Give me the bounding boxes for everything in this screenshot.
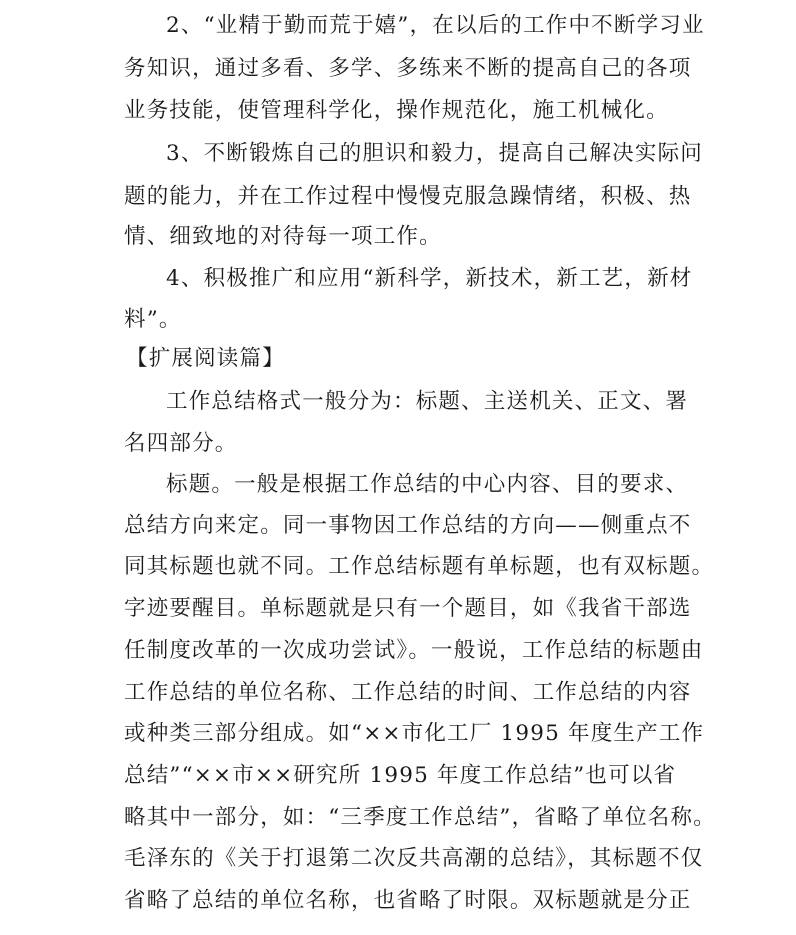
paragraph-4-line-2: 料”。 xyxy=(124,307,182,332)
format-paragraph-line-2: 名四部分。 xyxy=(124,431,238,456)
title-paragraph-line-6: 工作总结的单位名称、工作总结的时间、工作总结的内容 xyxy=(124,680,692,705)
paragraph-2-line-2: 务知识，通过多看、多学、多练来不断的提高自己的各项 xyxy=(124,56,692,81)
title-paragraph-line-11: 省略了总结的单位名称，也省略了时限。双标题就是分正 xyxy=(124,888,692,913)
paragraph-2-line-1: 2、“业精于勤而荒于嬉”，在以后的工作中不断学习业 xyxy=(166,13,705,38)
format-paragraph-line-1: 工作总结格式一般分为：标题、主送机关、正文、署 xyxy=(166,389,689,414)
title-paragraph-line-8: 总结”“××市××研究所 1995 年度工作总结”也可以省 xyxy=(124,763,677,788)
paragraph-3-line-2: 题的能力，并在工作过程中慢慢克服急躁情绪，积极、热 xyxy=(124,184,692,209)
paragraph-4-line-1: 4、积极推广和应用“新科学，新技术，新工艺，新材 xyxy=(166,266,693,291)
paragraph-3-line-1: 3、不断锻炼自己的胆识和毅力，提高自己解决实际问 xyxy=(166,141,703,166)
title-paragraph-line-9: 略其中一部分，如：“三季度工作总结”，省略了单位名称。 xyxy=(124,805,716,830)
title-paragraph-line-3: 同其标题也就不同。工作总结标题有单标题，也有双标题。 xyxy=(124,554,715,579)
section-heading: 【扩展阅读篇】 xyxy=(126,346,285,371)
title-paragraph-line-1: 标题。一般是根据工作总结的中心内容、目的要求、 xyxy=(166,472,689,497)
title-paragraph-line-5: 任制度改革的一次成功尝试》。一般说，工作总结的标题由 xyxy=(124,638,704,663)
title-paragraph-line-10: 毛泽东的《关于打退第二次反共高潮的总结》，其标题不仅 xyxy=(124,846,704,871)
paragraph-2-line-3: 业务技能，使管理科学化，操作规范化，施工机械化。 xyxy=(124,98,669,123)
paragraph-3-line-3: 情、细致地的对待每一项工作。 xyxy=(124,224,442,249)
title-paragraph-line-4: 字迹要醒目。单标题就是只有一个题目，如《我省干部选 xyxy=(124,596,692,621)
title-paragraph-line-7: 或种类三部分组成。如“××市化工厂 1995 年度生产工作 xyxy=(124,721,705,746)
title-paragraph-line-2: 总结方向来定。同一事物因工作总结的方向——侧重点不 xyxy=(124,513,692,538)
